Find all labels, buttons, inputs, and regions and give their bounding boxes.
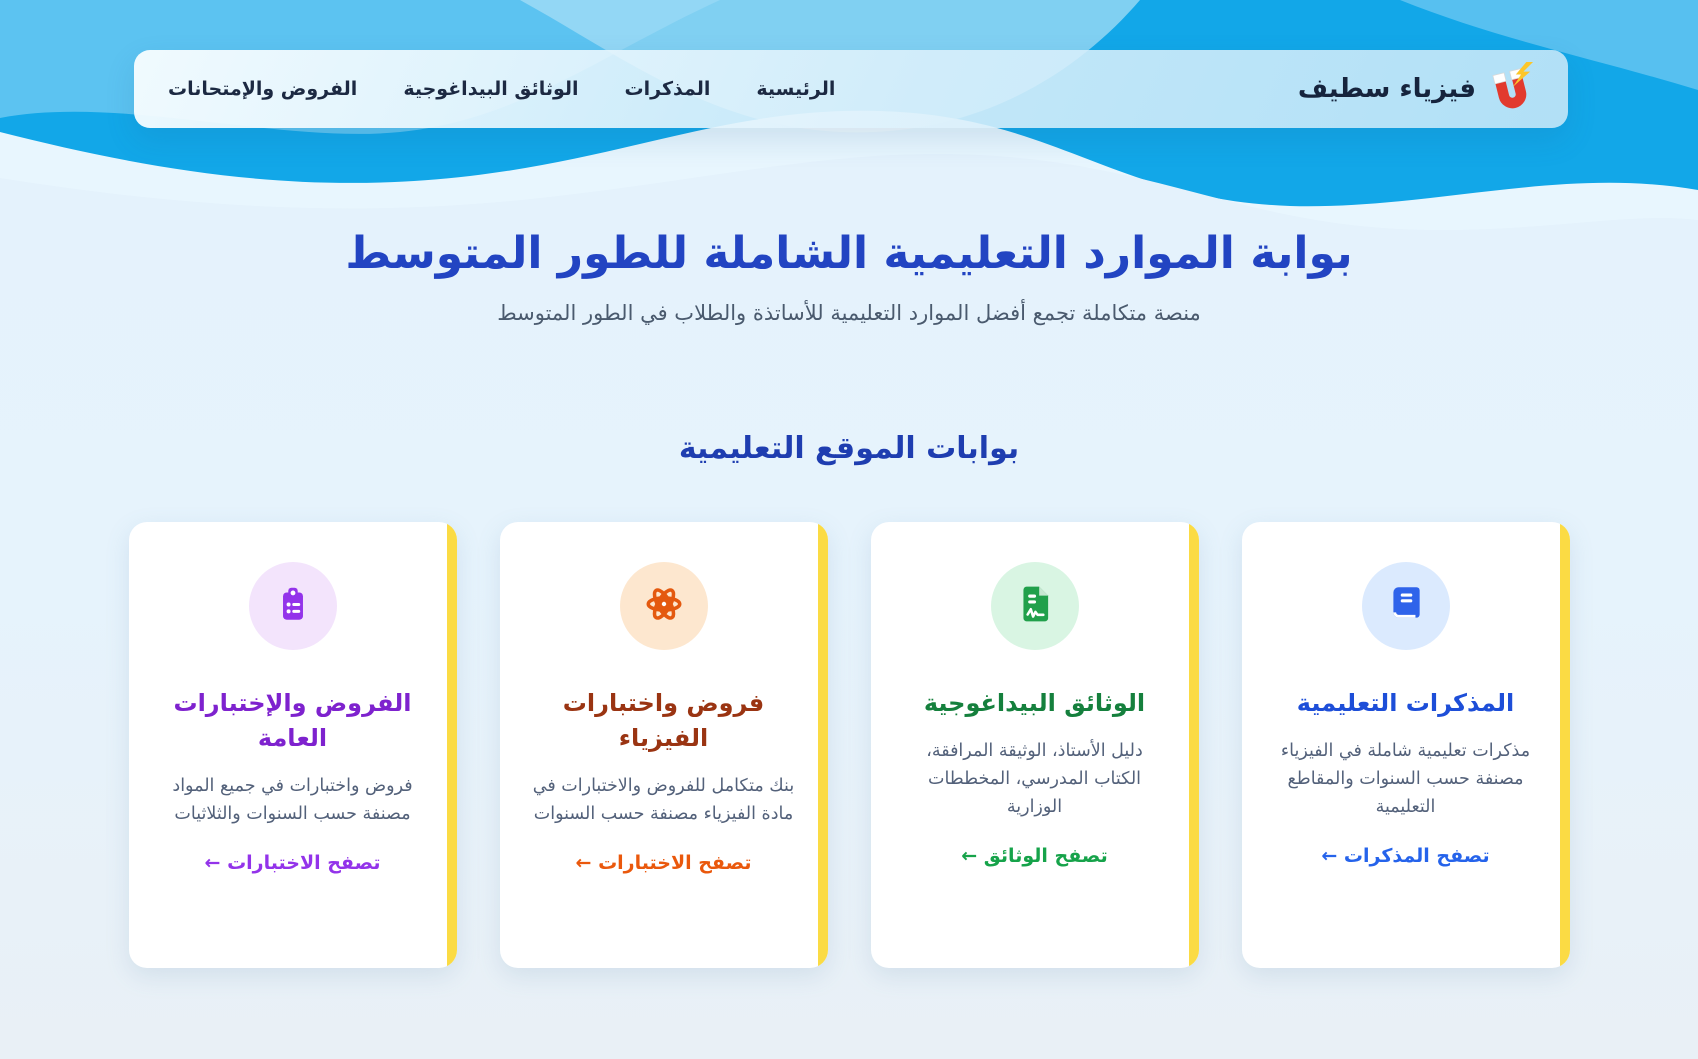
card-title: فروض واختبارات الفيزياء [562, 689, 765, 752]
nav-link-tests-exams[interactable]: الفروض والإمتحانات [168, 78, 358, 100]
card-title: الوثائق البيداغوجية [923, 689, 1146, 717]
hero-subtitle: منصة متكاملة تجمع أفضل الموارد التعليمية للأساتذة والطلاب في الطور المتوسط [497, 301, 1201, 325]
card-accent-stripe [1560, 522, 1570, 968]
card-icon-circle [991, 562, 1079, 650]
card-link-physics-tests[interactable]: تصفح الاختبارات ← [575, 851, 752, 874]
card-description: بنك متكامل للفروض والاختبارات في مادة الفيزياء مصنفة حسب السنوات [532, 775, 795, 824]
card-description: دليل الأستاذ، الوثيقة المرافقة، الكتاب المدرسي، المخططات الوزارية [926, 740, 1143, 817]
navbar [134, 50, 1568, 128]
card-icon-circle [620, 562, 708, 650]
card-icon-circle [1362, 562, 1450, 650]
portal-card-general-tests[interactable] [129, 522, 457, 968]
portal-cards [129, 522, 1570, 968]
book-icon [1385, 583, 1427, 629]
card-link-general-tests[interactable]: تصفح الاختبارات ← [204, 851, 381, 874]
card-link-pedagogical-documents[interactable]: تصفح الوثائق ← [961, 844, 1108, 867]
card-title: المذكرات التعليمية [1296, 689, 1515, 717]
brand[interactable] [1298, 62, 1534, 116]
portals-section [0, 431, 1698, 968]
card-description: فروض واختبارات في جميع المواد مصنفة حسب السنوات والثلاثيات [172, 775, 413, 824]
nav-links [168, 78, 835, 100]
card-accent-stripe [1189, 522, 1199, 968]
brand-name: فيزياء سطيف [1297, 74, 1476, 104]
magnet-logo-icon [1488, 62, 1534, 116]
hero-title: بوابة الموارد التعليمية الشاملة للطور المتوسط [345, 228, 1353, 279]
card-description: مذكرات تعليمية شاملة في الفيزياء مصنفة حسب السنوات والمقاطع التعليمية [1280, 740, 1531, 817]
hero-section [0, 0, 1698, 325]
nav-link-notes[interactable]: المذكرات [624, 78, 711, 100]
nav-link-pedagogical-documents[interactable]: الوثائق البيداغوجية [403, 78, 579, 100]
clipboard-icon [272, 583, 314, 629]
portal-card-physics-tests[interactable] [500, 522, 828, 968]
card-title: الفروض والإختبارات العامة [173, 689, 412, 752]
card-accent-stripe [818, 522, 828, 968]
document-icon [1014, 583, 1056, 629]
card-accent-stripe [447, 522, 457, 968]
section-title: بوابات الموقع التعليمية [678, 431, 1020, 466]
portal-card-pedagogical-documents[interactable] [871, 522, 1199, 968]
atom-icon [643, 583, 685, 629]
portal-card-teaching-notes[interactable] [1242, 522, 1570, 968]
nav-link-home[interactable]: الرئيسية [756, 78, 836, 100]
card-icon-circle [249, 562, 337, 650]
card-link-teaching-notes[interactable]: تصفح المذكرات ← [1321, 844, 1490, 867]
